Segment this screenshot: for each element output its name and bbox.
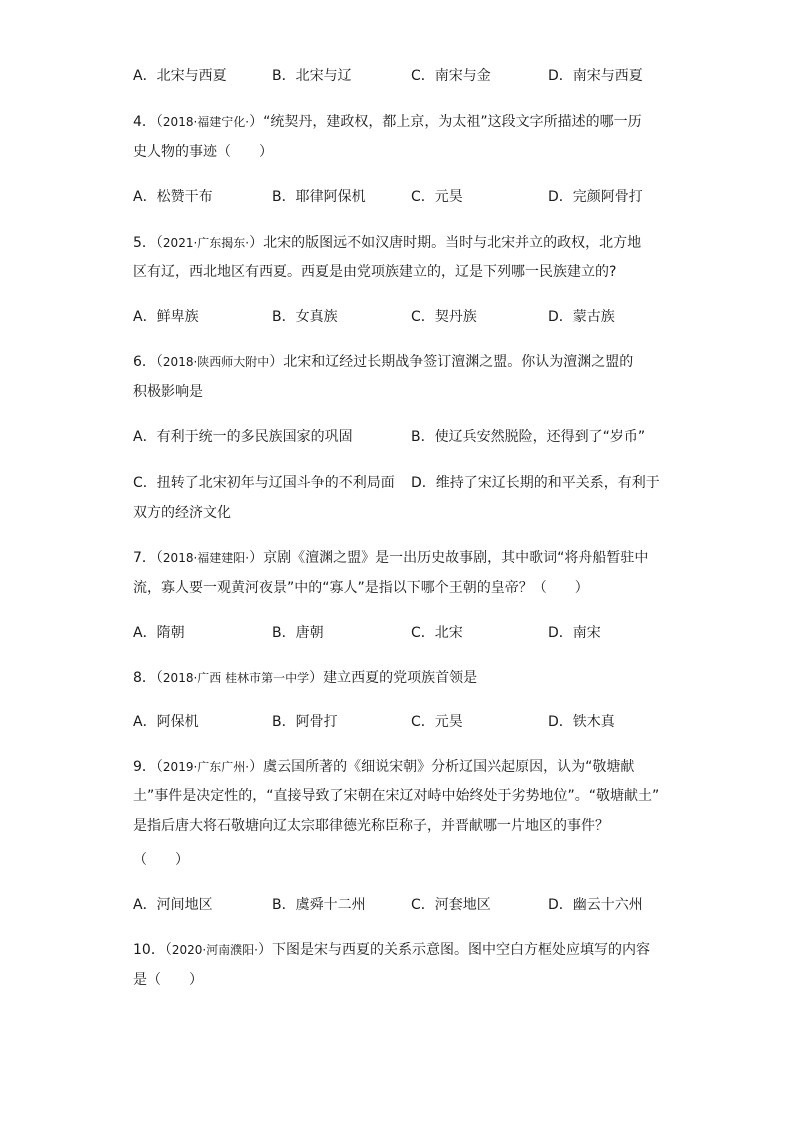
q6-text-line-1	[133, 352, 673, 372]
q10-number: 10．（	[133, 942, 172, 958]
q6-option-c: C．扭转了北宋初年与辽国斗争的不利局面	[133, 475, 395, 491]
q7-option-a: A．隋朝	[133, 625, 185, 641]
q4-option-a: A．松赞干布	[133, 189, 213, 205]
q9-number: 9．（	[133, 759, 163, 775]
q5-option-c: C．契丹族	[411, 309, 477, 325]
q6-stem-1: ）北宋和辽经过长期战争签订澶渊之盟。你认为澶渊之盟的	[269, 354, 634, 370]
q7-number: 7．（	[133, 550, 163, 566]
q8-option-d: D．铁木真	[548, 714, 615, 730]
q7-stem-2: 流，寡人要一观黄河夜景”中的“寡人”是指以下哪个王朝的皇帝？（ ）	[133, 580, 589, 596]
q3-option-d: D．南宋与西夏	[548, 68, 643, 84]
q9-option-c: C．河套地区	[411, 897, 491, 913]
q4-number: 4．（	[133, 114, 163, 130]
q9-source: 2019·广东广州·	[162, 760, 250, 774]
q5-option-d: D．蒙古族	[548, 309, 615, 325]
q8-option-a: A．阿保机	[133, 714, 199, 730]
q4-stem-2: 史人物的事迹（ ）	[133, 144, 273, 160]
q9-option-a: A．河间地区	[133, 897, 213, 913]
q4-source: 2018·福建宁化·	[162, 115, 250, 129]
q7-option-d: D．南宋	[548, 625, 601, 641]
q5-number: 5．（	[133, 235, 163, 251]
q6-option-a: A．有利于统一的多民族国家的巩固	[133, 429, 353, 445]
q4-option-b: B．耶律阿保机	[272, 189, 366, 205]
q9-option-d: D．幽云十六州	[548, 897, 643, 913]
q3-option-c: C．南宋与金	[411, 68, 491, 84]
q6-number: 6．（	[133, 354, 163, 370]
q10-source: 2020·河南濮阳·	[171, 943, 258, 957]
q8-stem-1: ）建立西夏的党项族首领是	[309, 670, 478, 686]
q10-stem-2: 是（ ）	[133, 972, 203, 988]
q5-option-a: A．鲜卑族	[133, 309, 199, 325]
q4-option-d: D．完颜阿骨打	[548, 189, 643, 205]
q8-source: 2018·广西 桂林市第一中学	[162, 671, 310, 685]
q4-text-line-1	[133, 112, 673, 132]
q8-option-b: B．阿骨打	[272, 714, 338, 730]
q7-option-b: B．唐朝	[272, 625, 324, 641]
q4-option-c: C．元昊	[411, 189, 463, 205]
q3-option-b: B．北宋与辽	[272, 68, 352, 84]
q6-option-d-continued: 双方的经济文化	[133, 505, 231, 521]
q8-text-line-1	[133, 668, 673, 688]
q8-option-c: C．元昊	[411, 714, 463, 730]
q9-stem-4: （ ）	[133, 852, 189, 868]
q9-text-line-1	[133, 757, 673, 777]
q5-text-line-1	[133, 233, 673, 253]
q9-stem-3: 是指后唐大将石敬塘向辽太宗耶律德光称臣称子，并晋献哪一片地区的事件？	[133, 818, 609, 834]
q6-option-b: B．使辽兵安然脱险，还得到了“岁币”	[411, 429, 646, 445]
q7-option-c: C．北宋	[411, 625, 463, 641]
q6-option-d: D．维持了宋辽长期的和平关系，有利于	[411, 475, 660, 491]
q4-stem-1: ）“统契丹，建政权，都上京，为太祖”这段文字所描述的哪一历	[249, 114, 642, 130]
q10-stem-1: ）下图是宋与西夏的关系示意图。图中空白方框处应填写的内容	[258, 942, 650, 958]
q10-text-line-1	[133, 940, 673, 960]
q9-stem-1: ）虞云国所著的《细说宋朝》分析辽国兴起原因，认为“敬塘献	[249, 759, 635, 775]
q5-stem-1: ）北宋的版图远不如汉唐时期。当时与北宋并立的政权，北方地	[249, 235, 642, 251]
q5-option-b: B．女真族	[272, 309, 338, 325]
q3-option-a: A．北宋与西夏	[133, 68, 227, 84]
q5-stem-2: 区有辽，西北地区有西夏。西夏是由党项族建立的，辽是下列哪一民族建立的?	[133, 264, 617, 280]
q6-source: 2018·陕西师大附中	[162, 355, 270, 369]
q8-number: 8．（	[133, 670, 163, 686]
q7-text-line-1	[133, 548, 673, 568]
q5-source: 2021·广东揭东·	[162, 236, 250, 250]
q7-stem-1: ）京剧《澶渊之盟》是一出历史故事剧，其中歌词“将舟船暂驻中	[249, 550, 649, 566]
q6-stem-2: 积极影响是	[133, 384, 203, 400]
q9-option-b: B．虞舜十二州	[272, 897, 366, 913]
q7-source: 2018·福建建阳·	[162, 551, 250, 565]
q9-stem-2: 土”事件是决定性的，“直接导致了宋朝在宋辽对峙中始终处于劣势地位”。“敬塘献土”	[133, 788, 660, 804]
